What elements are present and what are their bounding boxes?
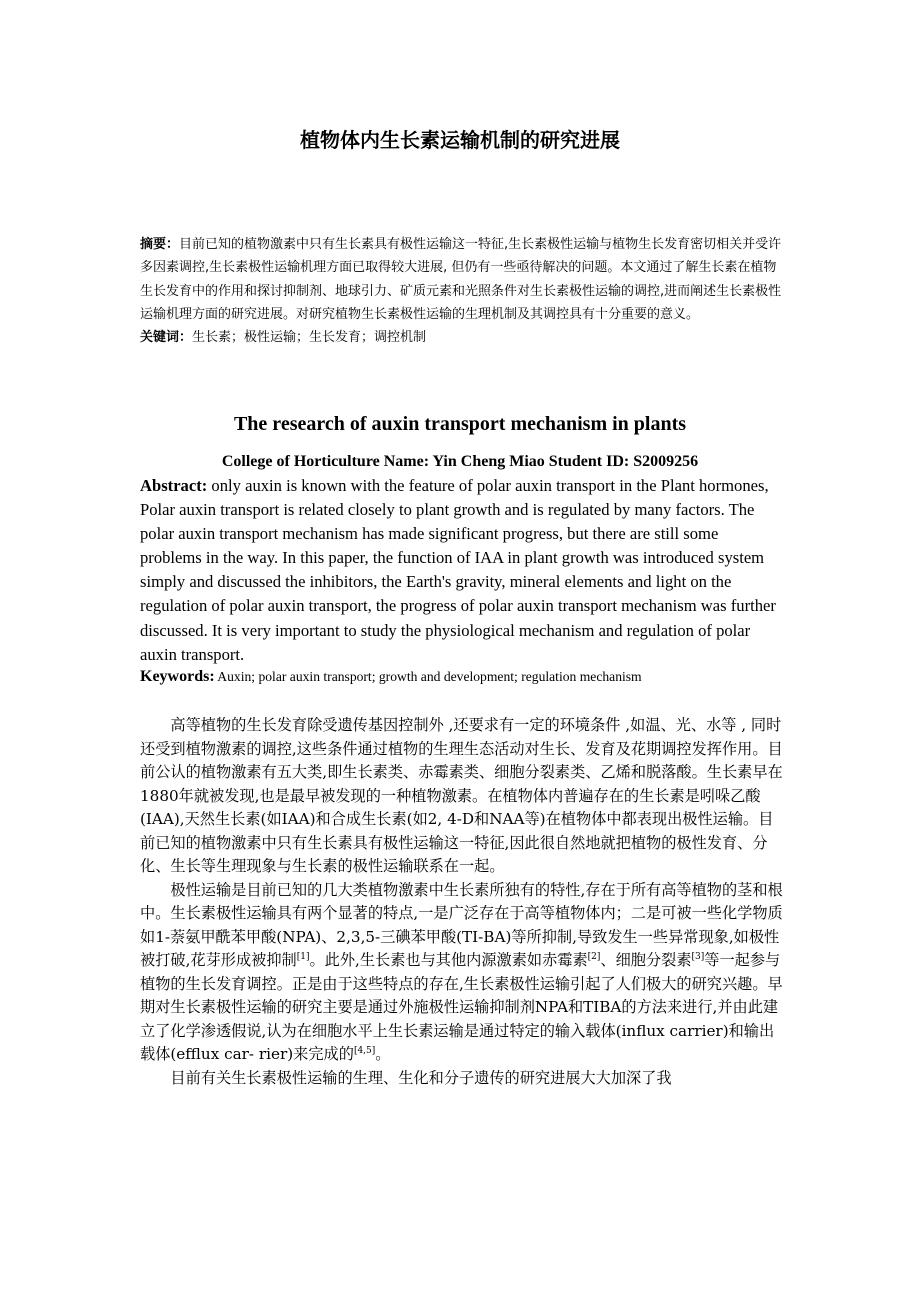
citation-3: [3]: [691, 951, 705, 962]
paragraph-2-part-c: 、细胞分裂素: [600, 951, 692, 969]
citation-4-5: [4,5]: [353, 1045, 376, 1056]
citation-2: [2]: [587, 951, 601, 962]
chinese-abstract: [140, 233, 784, 349]
chinese-keywords-text: 生长素；极性运输；生长发育；调控机制: [192, 330, 427, 346]
chinese-keywords-label: 关键词：: [140, 330, 193, 346]
body-text: [140, 714, 784, 1090]
chinese-keywords: [140, 326, 784, 349]
english-abstract-text: only auxin is known with the feature of polar auxin transport in the Plant hormones, Polar auxin transport is related closely to plant growth and is regulated by many factors. The polar auxin transport mechanism has made significant progress, but there are still some problems in the way. In this paper, the function of IAA in plant growth was introduced system simply and discussed the inhibitors, the Earth's gravity, mineral elements and light on the regulation of polar auxin transport, the progress of polar auxin transport mechanism was further discussed. It is very important to study the physiological mechanism and regulation of polar auxin transport.: [140, 476, 776, 664]
paragraph-2-part-a: 极性运输是目前已知的几大类植物激素中生长素所独有的特性,存在于所有高等植物的茎和根中。生长素极性运输具有两个显著的特点,一是广泛存在于高等植物体内；二是可被一些化学物质如1-萘氨甲酰苯甲酸(NPA)、2,3,5-三碘苯甲酸(TI-BA)等所抑制,导致发生一些异常现象,如极性被打破,花芽形成被抑制: [140, 880, 783, 969]
paragraph-2-part-e: 。: [375, 1045, 391, 1063]
chinese-abstract-body: [140, 233, 784, 326]
paragraph-2-part-d: 等一起参与植物的生长发育调控。正是由于这些特点的存在,生长素极性运输引起了人们极大的研究兴趣。早期对生长素极性运输的研究主要是通过外施极性运输抑制剂NPA和TIBA的方法来进行,并由此建立了化学渗透假说,认为在细胞水平上生长素运输是通过特定的输入载体(influx carrier)和输出载体(efflux car- rier)来完成的: [140, 951, 783, 1063]
paragraph-2-part-b: 。此外,生长素也与其他内源激素如赤霉素: [309, 951, 588, 969]
english-abstract: [140, 474, 782, 667]
english-keywords: [140, 668, 800, 686]
body-paragraph-2: [140, 879, 784, 1067]
chinese-abstract-label: 摘要：: [140, 237, 180, 252]
citation-1: [1]: [296, 951, 310, 962]
chinese-title: 植物体内生长素运输机制的研究进展: [300, 128, 620, 152]
english-abstract-label: Abstract:: [140, 476, 208, 495]
english-keywords-text: Auxin; polar auxin transport; growth and development; regulation mechanism: [214, 669, 642, 684]
english-title: The research of auxin transport mechanism in plants: [233, 413, 687, 435]
body-paragraph-1: 高等植物的生长发育除受遗传基因控制外 ,还要求有一定的环境条件 ,如温、光、水等 , 同时还受到植物激素的调控,这些条件通过植物的生理生态活动对生长、发育及花期调控发挥作用。目前公认的植物激素有五大类,即生长素类、赤霉素类、细胞分裂素类、乙烯和脱落酸。生长素早在1880年就被发现,也是最早被发现的一种植物激素。在植物体内普遍存在的生长素是吲哚乙酸(IAA),天然生长素(如IAA)和合成生长素(如2, 4-D和NAA等)在植物体中都表现出极性运输。目前已知的植物激素中只有生长素具有极性运输这一特征,因此很自然地就把植物的极性发育、分化、生长等生理现象与生长素的极性运输联系在一起。: [140, 716, 783, 875]
body-paragraph-3: 目前有关生长素极性运输的生理、生化和分子遗传的研究进展大大加深了我: [170, 1068, 672, 1087]
chinese-abstract-text: 目前已知的植物激素中只有生长素具有极性运输这一特征,生长素极性运输与植物生长发育密切相关并受许多因素调控,生长素极性运输机理方面已取得较大进展, 但仍有一些亟待解决的问题。本文通过了解生长素在植物生长发育中的作用和探讨抑制剂、地球引力、矿质元素和光照条件对生长素极性运输的调控,进而阐述生长素极性运输机理方面的研究进展。对研究植物生长素极性运输的生理机制及其调控具有十分重要的意义。: [140, 237, 782, 322]
english-author-line: College of Horticulture Name: Yin Cheng Miao Student ID: S2009256: [221, 453, 699, 470]
english-keywords-label: Keywords:: [140, 668, 215, 685]
